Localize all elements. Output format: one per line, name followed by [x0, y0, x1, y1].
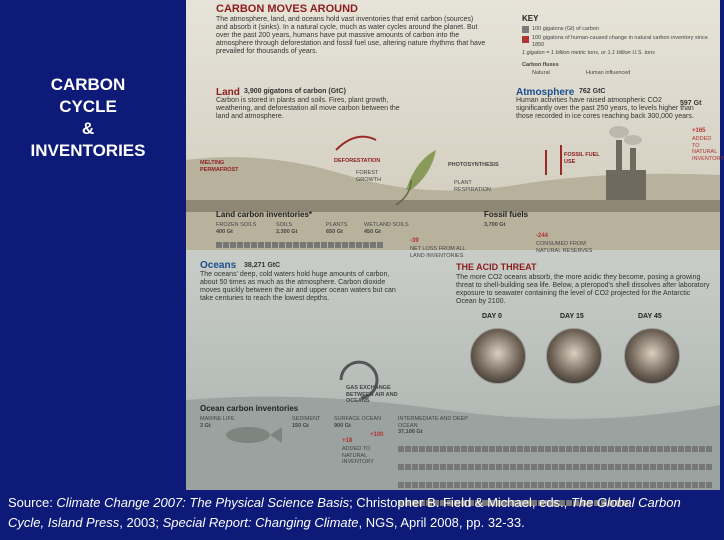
day-15-label: DAY 15: [560, 313, 584, 320]
oceans-text: The oceans' deep, cold waters hold huge amounts of carbon, about 50 times as much as the atmosphere. Carbon dioxide moves quickly between the air and upper ocean waters but can take centuries to reach the lowest depths.: [200, 271, 396, 302]
fossil-amount: 3,700 Gt: [484, 222, 506, 228]
fossil-consumed-label: CONSUMED FROM NATURAL RESERVES: [536, 241, 593, 254]
slide-title: [8, 74, 168, 162]
atmosphere-text: Human activities have raised atmospheric CO2 significantly over the past 250 years, to levels higher than those recorded in ice cores reaching back 300,000 years.: [516, 97, 694, 120]
inv-surface: SURFACE OCEAN: [334, 416, 382, 422]
source-title-1: Climate Change 2007: The Physical Science Basis: [56, 495, 350, 510]
atmosphere-change-label: ADDED TO NATURAL INVENTORY: [692, 136, 724, 162]
key-swatch-gray: [522, 26, 529, 33]
title-line: INVENTORIES: [30, 141, 146, 160]
key-natural: Natural: [532, 70, 550, 76]
pteropod-day-45-image: [624, 328, 680, 384]
label-melting: MELTING PERMAFROST: [200, 160, 239, 173]
day-0-label: DAY 0: [482, 313, 502, 320]
inv-add1: +18: [342, 438, 353, 444]
key-item-1: 100 gigatons (Gt) of carbon: [532, 26, 599, 32]
land-inventories-head: Land carbon inventories*: [216, 210, 313, 219]
label-forest: FOREST GROWTH: [356, 170, 382, 183]
inv-loss-label: NET LOSS FROM ALL LAND INVENTORIES: [410, 246, 466, 259]
inv-add1-label: ADDED TO NATURAL INVENTORY: [342, 446, 374, 465]
inv-wetland-val: 450 Gt: [364, 229, 381, 235]
title-line: CYCLE: [59, 97, 117, 116]
day-45-label: DAY 45: [638, 313, 662, 320]
atmosphere-head: Atmosphere: [516, 87, 575, 98]
inv-deep-val: 37,100 Gt: [398, 429, 423, 435]
land-amount: 3,900 gigatons of carbon (GtC): [244, 88, 346, 95]
carbon-cycle-poster: [186, 0, 724, 490]
source-title-3: Special Report: Changing Climate: [162, 515, 359, 530]
title-line: CARBON: [50, 75, 126, 94]
key-item-2: 100 gigatons of human-caused change in natural carbon inventory since 1850: [532, 35, 708, 48]
inv-sediment: SEDIMENT: [292, 416, 321, 422]
inv-marine: MARINE LIFE: [200, 416, 235, 422]
atmosphere-amount: 762 GtC: [579, 88, 606, 95]
label-deforestation: DEFORESTATION: [334, 158, 381, 164]
inv-soils: SOILS: [276, 222, 293, 228]
key-fluxes-title: Carbon fluxes: [522, 62, 559, 68]
land-head: Land: [216, 87, 240, 98]
source-prefix: Source:: [8, 495, 57, 510]
key-title: KEY: [522, 14, 539, 23]
oceans-amount: 38,271 GtC: [244, 262, 281, 269]
ocean-inventories-head: Ocean carbon inventories: [200, 404, 299, 413]
source-suffix: , NGS, April 2008, pp. 32-33.: [358, 515, 525, 530]
land-inventory-blocks: [216, 236, 406, 254]
pteropod-day-15-image: [546, 328, 602, 384]
land-text: Carbon is stored in plants and soils. Fires, plant growth, weathering, and deforestation all move carbon between the land and atmosphere.: [216, 97, 400, 120]
inv-plants-val: 650 Gt: [326, 229, 343, 235]
inv-frozen: FROZEN SOILS: [216, 222, 257, 228]
inv-add2: +100: [370, 432, 384, 438]
key-note: 1 gigaton = 1 billion metric tons, or 1.1 billion U.S. tons: [522, 50, 655, 56]
label-photosynthesis: PHOTOSYNTHESIS: [448, 162, 499, 168]
source-citation: [8, 493, 714, 533]
key-human: Human influenced: [586, 70, 631, 76]
inv-deep: INTERMEDIATE AND DEEP OCEAN: [398, 416, 468, 429]
key-swatch-red: [522, 36, 529, 43]
inv-wetland: WETLAND SOILS: [364, 222, 409, 228]
inv-plants: PLANTS: [326, 222, 348, 228]
source-mid-1: ; Christopher B. Field & Michael, eds.,: [349, 495, 571, 510]
source-title-2: The Global Carbon Cycle, Island Press: [8, 495, 681, 530]
inv-marine-val: 3 Gt: [200, 423, 211, 429]
inv-sediment-val: 150 Gt: [292, 423, 309, 429]
inv-loss: -39: [410, 238, 419, 244]
inv-frozen-val: 400 Gt: [216, 229, 233, 235]
poster-intro: The atmosphere, land, and oceans hold vast inventories that emit carbon (sources) and absorb it (sinks). In a natural cycle, much as water cycles around the planet. But over the past 200 years, humans have put massive amounts of carbon into the atmosphere through deforestation and fossil fuel use, altering nature rhythms that have prevailed for thousands of years.: [216, 16, 486, 55]
oceans-head: Oceans: [200, 260, 237, 271]
fossil-consumed: -244: [536, 233, 549, 239]
atmosphere-change: +165: [692, 128, 706, 134]
inv-soils-val: 2,300 Gt: [276, 229, 298, 235]
label-fossil-use: FOSSIL FUEL USE: [564, 152, 600, 165]
pteropod-day-0-image: [470, 328, 526, 384]
acid-text: The more CO2 oceans absorb, the more acidic they become, posing a growing threat to shell-building sea life. Below, a pteropod's shell dissolves after laboratory exposure to seawater containing the level of CO2 projected for the Antarctic Ocean by 2100.: [456, 274, 710, 305]
inv-surface-val: 900 Gt: [334, 423, 351, 429]
label-respiration: PLANT RESPIRATION: [454, 180, 491, 193]
source-mid-2: , 2003;: [119, 515, 163, 530]
title-line: &: [81, 119, 95, 138]
poster-header: CARBON MOVES AROUND: [216, 3, 358, 15]
atmosphere-total: 597 Gt: [680, 100, 702, 107]
fossil-head: Fossil fuels: [484, 210, 529, 219]
acid-head: THE ACID THREAT: [456, 262, 537, 272]
label-gas-exchange: GAS EXCHANGE BETWEEN AIR AND OCEANS: [346, 385, 398, 404]
